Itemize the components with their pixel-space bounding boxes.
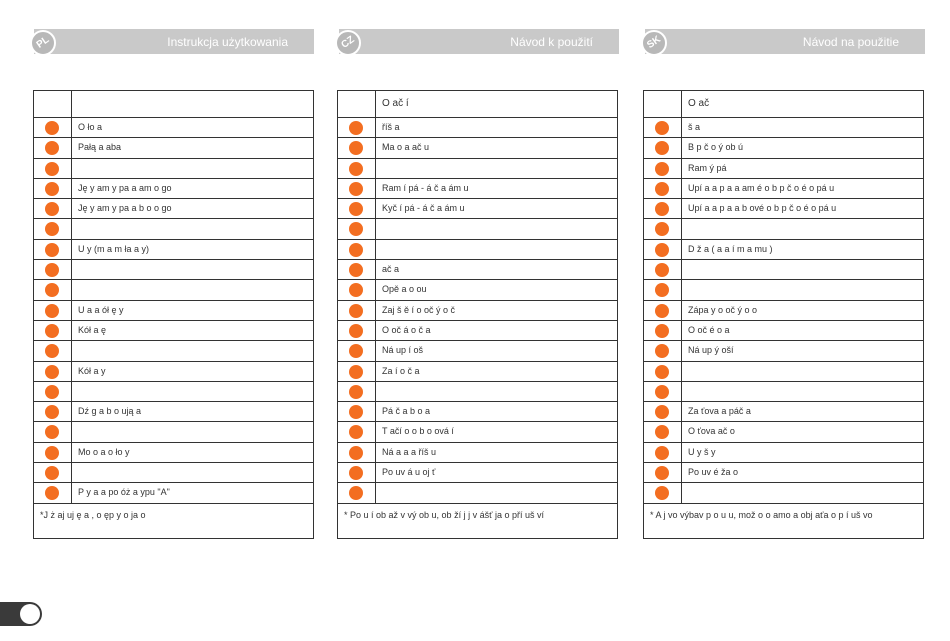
orange-dot-icon: [349, 222, 363, 236]
row-number-cell: [644, 159, 682, 178]
row-number-cell: [34, 118, 72, 137]
table-row: [34, 259, 313, 279]
orange-dot-icon: [655, 344, 669, 358]
orange-dot-icon: [349, 182, 363, 196]
row-number-cell: [338, 240, 376, 259]
orange-dot-icon: [45, 486, 59, 500]
table-row: [644, 421, 923, 441]
orange-dot-icon: [655, 486, 669, 500]
part-label: Kół a ę: [78, 324, 107, 335]
orange-dot-icon: [45, 182, 59, 196]
orange-dot-icon: [45, 304, 59, 318]
row-number-cell: [34, 402, 72, 421]
part-label: Po uv é ža o: [688, 467, 739, 478]
part-label: Upí a a p a a am é o b p č o é o pá u: [688, 182, 835, 193]
table-footnote: *J ż aj uj ę a , o ęp y o ja o: [34, 503, 313, 538]
table-row: [644, 482, 923, 502]
row-number-cell: [34, 138, 72, 157]
page-tab-circle: [20, 604, 40, 624]
table-row: [34, 239, 313, 259]
orange-dot-icon: [349, 344, 363, 358]
row-number-cell: [644, 118, 682, 137]
orange-dot-icon: [45, 283, 59, 297]
table-row: [34, 442, 313, 462]
row-number-cell: [644, 402, 682, 421]
row-number-cell: [338, 219, 376, 238]
part-label: Kół a y: [78, 365, 106, 376]
table-row: [644, 442, 923, 462]
table-footnote: * A j vo výbav p o u u, mož o o amo a obj aťa o p í uš vo: [644, 503, 923, 538]
part-label: P y a a po óż a ypu "A": [78, 487, 170, 498]
orange-dot-icon: [655, 283, 669, 297]
table-row: [644, 401, 923, 421]
row-number-cell: [338, 382, 376, 401]
row-number-cell: [338, 199, 376, 218]
part-label: U y (m a m ła a y): [78, 243, 150, 254]
section-title-cz: Návod k použití: [510, 35, 593, 49]
row-number-cell: [338, 341, 376, 360]
row-number-cell: [338, 463, 376, 482]
row-number-cell: [338, 402, 376, 421]
part-label: ač a: [382, 264, 400, 275]
row-number-cell: [34, 301, 72, 320]
row-number-cell: [34, 382, 72, 401]
orange-dot-icon: [45, 365, 59, 379]
orange-dot-icon: [349, 304, 363, 318]
orange-dot-icon: [349, 141, 363, 155]
row-number-cell: [338, 159, 376, 178]
part-label: Ma o a ač u: [382, 142, 430, 153]
part-label: T ačí o o b o ová í: [382, 426, 454, 437]
table-row: [338, 462, 617, 482]
lang-code-sk: SK: [645, 34, 663, 51]
orange-dot-icon: [655, 324, 669, 338]
row-number-cell: [338, 280, 376, 299]
row-number-cell: [644, 179, 682, 198]
row-number-cell: [338, 260, 376, 279]
row-number-cell: [34, 280, 72, 299]
table-row: [34, 401, 313, 421]
row-number-cell: [34, 463, 72, 482]
parts-table-pl: [33, 90, 314, 539]
row-number-cell: [644, 463, 682, 482]
part-label: B p č o ý ob ú: [688, 142, 744, 153]
orange-dot-icon: [349, 243, 363, 257]
header-number-cell: [34, 91, 72, 117]
part-label: Ję y am y pa a am o go: [78, 182, 172, 193]
table-row: [338, 381, 617, 401]
orange-dot-icon: [655, 304, 669, 318]
orange-dot-icon: [45, 162, 59, 176]
part-label: O oč é o a: [688, 324, 730, 335]
orange-dot-icon: [45, 405, 59, 419]
orange-dot-icon: [349, 263, 363, 277]
table-row: [34, 482, 313, 502]
table-row: [338, 137, 617, 157]
table-header: [338, 91, 617, 117]
row-number-cell: [34, 341, 72, 360]
part-label: Ram ý pá: [688, 162, 727, 173]
orange-dot-icon: [45, 324, 59, 338]
row-number-cell: [644, 260, 682, 279]
part-label: Pá č a b o a: [382, 406, 431, 417]
row-number-cell: [644, 199, 682, 218]
page-tab: [0, 602, 42, 626]
row-number-cell: [644, 280, 682, 299]
row-number-cell: [34, 422, 72, 441]
table-row: [338, 361, 617, 381]
section-title-pl: Instrukcja użytkowania: [167, 35, 288, 49]
table-row: [34, 137, 313, 157]
table-row: [34, 178, 313, 198]
orange-dot-icon: [45, 263, 59, 277]
row-number-cell: [644, 240, 682, 259]
orange-dot-icon: [45, 243, 59, 257]
orange-dot-icon: [349, 365, 363, 379]
part-label: Ná a a a říš u: [382, 446, 437, 457]
table-row: [644, 279, 923, 299]
row-number-cell: [34, 321, 72, 340]
table-row: [34, 421, 313, 441]
row-number-cell: [644, 382, 682, 401]
row-number-cell: [34, 179, 72, 198]
row-number-cell: [34, 483, 72, 502]
part-label: Kyč í pá - á č a ám u: [382, 203, 465, 214]
orange-dot-icon: [349, 425, 363, 439]
lang-badge-pl: [30, 30, 56, 56]
row-number-cell: [644, 362, 682, 381]
table-row: [644, 218, 923, 238]
table-row: [644, 361, 923, 381]
table-row: [338, 421, 617, 441]
part-label: U a a ół ę y: [78, 304, 124, 315]
orange-dot-icon: [45, 344, 59, 358]
table-row: [644, 137, 923, 157]
row-number-cell: [338, 483, 376, 502]
part-label: O oč á o č a: [382, 324, 431, 335]
table-row: [338, 401, 617, 421]
row-number-cell: [644, 301, 682, 320]
row-number-cell: [644, 321, 682, 340]
orange-dot-icon: [655, 466, 669, 480]
table-row: [338, 340, 617, 360]
part-label: Pałą a aba: [78, 142, 122, 153]
row-number-cell: [338, 321, 376, 340]
part-label: Upí a a p a a b ové o b p č o é o pá u: [688, 203, 837, 214]
orange-dot-icon: [655, 222, 669, 236]
table-row: [34, 117, 313, 137]
orange-dot-icon: [349, 202, 363, 216]
table-row: [338, 482, 617, 502]
row-number-cell: [338, 301, 376, 320]
part-label: O ťova ač o: [688, 426, 735, 437]
table-row: [338, 300, 617, 320]
row-number-cell: [644, 138, 682, 157]
part-label: Za í o č a: [382, 365, 420, 376]
lang-code-pl: PL: [34, 34, 52, 51]
table-header: [34, 91, 313, 117]
row-number-cell: [644, 219, 682, 238]
row-number-cell: [34, 199, 72, 218]
orange-dot-icon: [349, 162, 363, 176]
header-label: O ač í: [382, 98, 409, 109]
orange-dot-icon: [45, 466, 59, 480]
row-number-cell: [338, 362, 376, 381]
table-row: [338, 279, 617, 299]
part-label: Mo o a o ło y: [78, 446, 130, 457]
table-row: [34, 320, 313, 340]
lang-code-cz: CZ: [339, 34, 357, 51]
orange-dot-icon: [45, 222, 59, 236]
section-title-sk: Návod na použitie: [802, 35, 899, 49]
orange-dot-icon: [655, 405, 669, 419]
header-label: O ač: [688, 98, 710, 109]
row-number-cell: [338, 422, 376, 441]
table-row: [644, 178, 923, 198]
part-label: Dź g a b o ują a: [78, 406, 142, 417]
orange-dot-icon: [45, 202, 59, 216]
orange-dot-icon: [655, 182, 669, 196]
row-number-cell: [644, 483, 682, 502]
table-row: [34, 158, 313, 178]
parts-table-cz: [337, 90, 618, 539]
orange-dot-icon: [45, 425, 59, 439]
table-row: [338, 259, 617, 279]
row-number-cell: [644, 341, 682, 360]
orange-dot-icon: [655, 446, 669, 460]
orange-dot-icon: [655, 425, 669, 439]
orange-dot-icon: [655, 385, 669, 399]
row-number-cell: [34, 240, 72, 259]
table-row: [644, 300, 923, 320]
table-row: [644, 340, 923, 360]
orange-dot-icon: [655, 162, 669, 176]
table-row: [644, 239, 923, 259]
lang-badge-cz: [335, 30, 361, 56]
orange-dot-icon: [655, 202, 669, 216]
part-label: Zápa y o oč ý o o: [688, 304, 758, 315]
orange-dot-icon: [349, 405, 363, 419]
table-row: [338, 442, 617, 462]
orange-dot-icon: [45, 446, 59, 460]
part-label: D ž a ( a a í m a mu ): [688, 243, 773, 254]
part-label: O ło a: [78, 122, 103, 132]
table-row: [338, 218, 617, 238]
orange-dot-icon: [45, 385, 59, 399]
row-number-cell: [34, 260, 72, 279]
table-row: [338, 158, 617, 178]
table-row: [34, 218, 313, 238]
table-row: [644, 320, 923, 340]
row-number-cell: [34, 159, 72, 178]
part-label: Po uv á u oj ť: [382, 467, 436, 478]
part-label: Za ťova a páč a: [688, 406, 751, 417]
table-row: [644, 198, 923, 218]
orange-dot-icon: [655, 263, 669, 277]
banner-cz: [339, 29, 619, 54]
table-row: [34, 300, 313, 320]
table-row: [34, 361, 313, 381]
orange-dot-icon: [349, 121, 363, 135]
table-row: [644, 462, 923, 482]
part-label: š a: [688, 122, 701, 132]
part-label: Ram í pá - á č a ám u: [382, 182, 469, 193]
part-label: U y š y: [688, 446, 716, 457]
orange-dot-icon: [349, 486, 363, 500]
part-label: Ná up í oš: [382, 345, 424, 356]
row-number-cell: [338, 138, 376, 157]
table-row: [644, 117, 923, 137]
orange-dot-icon: [349, 385, 363, 399]
table-row: [34, 340, 313, 360]
part-label: Opě a o ou: [382, 284, 427, 295]
table-row: [338, 117, 617, 137]
row-number-cell: [338, 443, 376, 462]
table-row: [338, 320, 617, 340]
table-row: [644, 381, 923, 401]
header-number-cell: [644, 91, 682, 117]
row-number-cell: [644, 443, 682, 462]
header-number-cell: [338, 91, 376, 117]
table-row: [34, 462, 313, 482]
table-row: [338, 198, 617, 218]
orange-dot-icon: [349, 466, 363, 480]
table-row: [644, 158, 923, 178]
part-label: Ná up ý oší: [688, 345, 734, 356]
orange-dot-icon: [45, 141, 59, 155]
row-number-cell: [34, 219, 72, 238]
orange-dot-icon: [655, 141, 669, 155]
banner-sk: [645, 29, 925, 54]
table-row: [644, 259, 923, 279]
table-row: [338, 239, 617, 259]
table-header: [644, 91, 923, 117]
orange-dot-icon: [655, 121, 669, 135]
row-number-cell: [338, 179, 376, 198]
row-number-cell: [644, 422, 682, 441]
table-row: [34, 381, 313, 401]
row-number-cell: [338, 118, 376, 137]
part-label: Ję y am y pa a b o o go: [78, 203, 172, 214]
lang-badge-sk: [641, 30, 667, 56]
table-row: [34, 279, 313, 299]
orange-dot-icon: [655, 365, 669, 379]
part-label: Zaj š ě í o oč ý o č: [382, 304, 456, 315]
orange-dot-icon: [349, 446, 363, 460]
orange-dot-icon: [655, 243, 669, 257]
table-row: [338, 178, 617, 198]
banner-pl: [34, 29, 314, 54]
parts-table-sk: [643, 90, 924, 539]
orange-dot-icon: [349, 283, 363, 297]
orange-dot-icon: [45, 121, 59, 135]
table-row: [34, 198, 313, 218]
row-number-cell: [34, 443, 72, 462]
row-number-cell: [34, 362, 72, 381]
part-label: říš a: [382, 122, 400, 132]
orange-dot-icon: [349, 324, 363, 338]
table-footnote: * Po u í ob až v vý ob u, ob ží j j v ášť ja o pří uš ví: [338, 503, 617, 538]
